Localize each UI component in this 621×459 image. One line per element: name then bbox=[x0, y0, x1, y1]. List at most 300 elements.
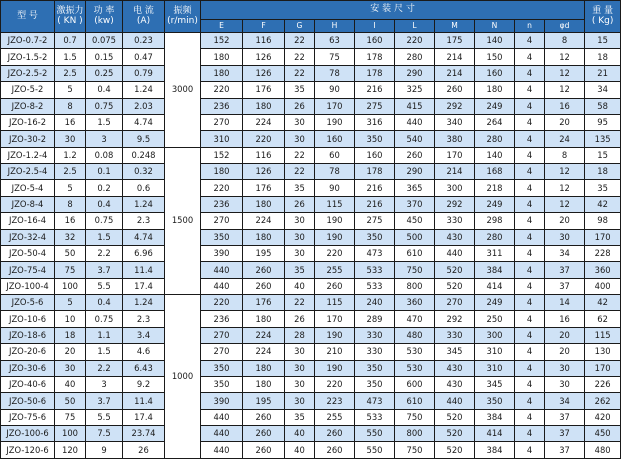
table-row bbox=[1, 278, 621, 294]
cell-dim-phi-d: 37 bbox=[545, 278, 585, 294]
cell-dim-i: 330 bbox=[355, 344, 395, 360]
table-row bbox=[1, 409, 621, 425]
cell-dim-f: 176 bbox=[243, 295, 285, 311]
cell-dim-m: 214 bbox=[435, 65, 475, 81]
cell-current: 1.24 bbox=[123, 196, 165, 212]
cell-power: 3 bbox=[86, 376, 123, 392]
cell-dim-e: 440 bbox=[201, 442, 243, 459]
cell-dim-phi-d: 37 bbox=[545, 262, 585, 278]
cell-force: 50 bbox=[55, 393, 86, 409]
cell-dim-i: 533 bbox=[355, 262, 395, 278]
cell-dim-f: 195 bbox=[243, 393, 285, 409]
cell-dim-phi-d: 34 bbox=[545, 393, 585, 409]
cell-dim-i: 533 bbox=[355, 278, 395, 294]
cell-current: 0.6 bbox=[123, 180, 165, 196]
cell-current: 2.03 bbox=[123, 98, 165, 114]
cell-dim-f: 260 bbox=[243, 426, 285, 442]
cell-dim-f: 180 bbox=[243, 376, 285, 392]
header-dim-f: F bbox=[243, 20, 285, 33]
header-dim-l: L bbox=[395, 20, 435, 33]
header-dim-n-lower: n bbox=[515, 20, 545, 33]
cell-dim-l: 470 bbox=[395, 311, 435, 327]
cell-current: 4.74 bbox=[123, 229, 165, 245]
cell-dim-phi-d: 37 bbox=[545, 409, 585, 425]
cell-power: 0.4 bbox=[86, 196, 123, 212]
cell-dim-n-upper: 249 bbox=[475, 295, 515, 311]
cell-dim-l: 280 bbox=[395, 49, 435, 65]
cell-model: JZO-120-6 bbox=[1, 442, 55, 459]
cell-dim-n-lower: 4 bbox=[515, 180, 545, 196]
cell-power: 5.5 bbox=[86, 278, 123, 294]
cell-dim-g: 40 bbox=[285, 278, 315, 294]
cell-power: 0.15 bbox=[86, 49, 123, 65]
header-row-main bbox=[1, 1, 621, 20]
table-row bbox=[1, 295, 621, 311]
table-row bbox=[1, 33, 621, 49]
cell-weight: 42 bbox=[585, 295, 621, 311]
cell-weight: 62 bbox=[585, 311, 621, 327]
cell-model: JZO-40-6 bbox=[1, 376, 55, 392]
cell-dim-g: 30 bbox=[285, 213, 315, 229]
cell-dim-phi-d: 12 bbox=[545, 65, 585, 81]
cell-force: 10 bbox=[55, 311, 86, 327]
cell-dim-i: 533 bbox=[355, 409, 395, 425]
cell-dim-g: 30 bbox=[285, 245, 315, 261]
cell-current: 11.4 bbox=[123, 262, 165, 278]
cell-power: 1.1 bbox=[86, 327, 123, 343]
cell-weight: 130 bbox=[585, 344, 621, 360]
cell-dim-l: 260 bbox=[395, 147, 435, 163]
cell-dim-e: 390 bbox=[201, 245, 243, 261]
cell-dim-h: 223 bbox=[315, 393, 355, 409]
cell-dim-h: 190 bbox=[315, 360, 355, 376]
cell-dim-e: 350 bbox=[201, 360, 243, 376]
cell-dim-n-upper: 218 bbox=[475, 180, 515, 196]
table-row bbox=[1, 311, 621, 327]
cell-weight: 262 bbox=[585, 393, 621, 409]
cell-dim-e: 180 bbox=[201, 65, 243, 81]
cell-dim-n-lower: 4 bbox=[515, 33, 545, 49]
cell-dim-m: 340 bbox=[435, 114, 475, 130]
table-row bbox=[1, 426, 621, 442]
cell-weight: 170 bbox=[585, 229, 621, 245]
cell-dim-f: 180 bbox=[243, 196, 285, 212]
cell-dim-l: 370 bbox=[395, 196, 435, 212]
cell-model: JZO-50-4 bbox=[1, 245, 55, 261]
cell-dim-l: 800 bbox=[395, 426, 435, 442]
cell-model: JZO-16-4 bbox=[1, 213, 55, 229]
cell-dim-n-upper: 384 bbox=[475, 409, 515, 425]
cell-dim-f: 260 bbox=[243, 409, 285, 425]
cell-power: 1.5 bbox=[86, 344, 123, 360]
cell-model: JZO-5-2 bbox=[1, 82, 55, 98]
table-row bbox=[1, 393, 621, 409]
cell-dim-l: 500 bbox=[395, 229, 435, 245]
cell-power: 0.4 bbox=[86, 295, 123, 311]
cell-force: 32 bbox=[55, 229, 86, 245]
cell-dim-n-upper: 249 bbox=[475, 196, 515, 212]
cell-dim-m: 520 bbox=[435, 409, 475, 425]
table-row bbox=[1, 164, 621, 180]
cell-model: JZO-18-6 bbox=[1, 327, 55, 343]
cell-dim-l: 325 bbox=[395, 82, 435, 98]
cell-power: 9 bbox=[86, 442, 123, 459]
cell-dim-n-lower: 4 bbox=[515, 344, 545, 360]
cell-dim-m: 520 bbox=[435, 442, 475, 459]
cell-dim-f: 224 bbox=[243, 344, 285, 360]
cell-dim-h: 78 bbox=[315, 65, 355, 81]
table-row bbox=[1, 114, 621, 130]
cell-dim-n-upper: 250 bbox=[475, 311, 515, 327]
cell-dim-i: 240 bbox=[355, 295, 395, 311]
cell-dim-n-lower: 4 bbox=[515, 147, 545, 163]
table-row bbox=[1, 180, 621, 196]
header-weight: 重 量 ( Kg) bbox=[585, 1, 621, 33]
cell-power: 5.5 bbox=[86, 409, 123, 425]
cell-model: JZO-32-4 bbox=[1, 229, 55, 245]
cell-dim-l: 750 bbox=[395, 262, 435, 278]
cell-dim-i: 473 bbox=[355, 393, 395, 409]
cell-current: 1.24 bbox=[123, 295, 165, 311]
cell-dim-phi-d: 12 bbox=[545, 49, 585, 65]
cell-dim-n-lower: 4 bbox=[515, 98, 545, 114]
table-row bbox=[1, 49, 621, 65]
cell-dim-g: 26 bbox=[285, 196, 315, 212]
table-row bbox=[1, 262, 621, 278]
cell-dim-m: 430 bbox=[435, 376, 475, 392]
cell-dim-h: 190 bbox=[315, 327, 355, 343]
cell-dim-m: 330 bbox=[435, 213, 475, 229]
cell-current: 26 bbox=[123, 442, 165, 459]
cell-dim-f: 176 bbox=[243, 82, 285, 98]
table-row bbox=[1, 327, 621, 343]
cell-dim-g: 22 bbox=[285, 33, 315, 49]
cell-dim-phi-d: 24 bbox=[545, 131, 585, 147]
cell-weight: 480 bbox=[585, 442, 621, 459]
cell-weight: 15 bbox=[585, 33, 621, 49]
cell-dim-h: 115 bbox=[315, 295, 355, 311]
cell-current: 11.4 bbox=[123, 393, 165, 409]
cell-model: JZO-16-2 bbox=[1, 114, 55, 130]
cell-dim-g: 22 bbox=[285, 164, 315, 180]
cell-force: 18 bbox=[55, 327, 86, 343]
cell-dim-e: 270 bbox=[201, 344, 243, 360]
cell-dim-g: 22 bbox=[285, 49, 315, 65]
cell-weight: 115 bbox=[585, 327, 621, 343]
cell-power: 0.08 bbox=[86, 147, 123, 163]
cell-dim-n-upper: 150 bbox=[475, 49, 515, 65]
header-dim-i: I bbox=[355, 20, 395, 33]
cell-current: 17.4 bbox=[123, 278, 165, 294]
cell-dim-e: 270 bbox=[201, 114, 243, 130]
cell-model: JZO-75-6 bbox=[1, 409, 55, 425]
cell-dim-g: 30 bbox=[285, 393, 315, 409]
cell-weight: 15 bbox=[585, 147, 621, 163]
cell-dim-e: 440 bbox=[201, 262, 243, 278]
table-row bbox=[1, 229, 621, 245]
cell-current: 0.32 bbox=[123, 164, 165, 180]
cell-dim-e: 270 bbox=[201, 213, 243, 229]
cell-model: JZO-100-6 bbox=[1, 426, 55, 442]
cell-dim-h: 210 bbox=[315, 344, 355, 360]
table-row bbox=[1, 147, 621, 163]
cell-dim-i: 350 bbox=[355, 376, 395, 392]
header-force: 激振力 ( KN ) bbox=[55, 1, 86, 33]
table-row bbox=[1, 442, 621, 459]
cell-dim-n-upper: 310 bbox=[475, 344, 515, 360]
cell-dim-f: 220 bbox=[243, 131, 285, 147]
cell-force: 16 bbox=[55, 114, 86, 130]
cell-dim-l: 365 bbox=[395, 180, 435, 196]
cell-dim-h: 260 bbox=[315, 426, 355, 442]
cell-dim-l: 610 bbox=[395, 245, 435, 261]
cell-weight: 360 bbox=[585, 262, 621, 278]
cell-dim-e: 270 bbox=[201, 327, 243, 343]
cell-current: 4.74 bbox=[123, 114, 165, 130]
cell-dim-f: 116 bbox=[243, 147, 285, 163]
cell-current: 0.79 bbox=[123, 65, 165, 81]
cell-dim-m: 214 bbox=[435, 49, 475, 65]
cell-dim-g: 35 bbox=[285, 262, 315, 278]
cell-dim-i: 216 bbox=[355, 82, 395, 98]
cell-dim-n-upper: 414 bbox=[475, 278, 515, 294]
cell-dim-n-upper: 384 bbox=[475, 262, 515, 278]
cell-dim-m: 170 bbox=[435, 147, 475, 163]
cell-dim-n-upper: 280 bbox=[475, 131, 515, 147]
cell-dim-phi-d: 12 bbox=[545, 180, 585, 196]
cell-dim-n-upper: 264 bbox=[475, 114, 515, 130]
cell-dim-m: 430 bbox=[435, 229, 475, 245]
cell-dim-g: 30 bbox=[285, 131, 315, 147]
cell-dim-phi-d: 14 bbox=[545, 295, 585, 311]
cell-dim-l: 750 bbox=[395, 409, 435, 425]
cell-dim-m: 175 bbox=[435, 33, 475, 49]
cell-dim-n-lower: 4 bbox=[515, 196, 545, 212]
cell-current: 9.2 bbox=[123, 376, 165, 392]
cell-dim-l: 600 bbox=[395, 376, 435, 392]
cell-current: 6.96 bbox=[123, 245, 165, 261]
cell-dim-m: 270 bbox=[435, 295, 475, 311]
cell-model: JZO-20-6 bbox=[1, 344, 55, 360]
cell-dim-e: 440 bbox=[201, 426, 243, 442]
cell-dim-n-lower: 4 bbox=[515, 409, 545, 425]
cell-dim-phi-d: 20 bbox=[545, 213, 585, 229]
cell-force: 5 bbox=[55, 295, 86, 311]
cell-power: 0.1 bbox=[86, 164, 123, 180]
cell-current: 1.24 bbox=[123, 82, 165, 98]
cell-dim-g: 22 bbox=[285, 295, 315, 311]
cell-model: JZO-100-4 bbox=[1, 278, 55, 294]
cell-dim-m: 292 bbox=[435, 98, 475, 114]
table-row bbox=[1, 376, 621, 392]
cell-dim-e: 236 bbox=[201, 98, 243, 114]
cell-weight: 18 bbox=[585, 164, 621, 180]
cell-power: 0.75 bbox=[86, 213, 123, 229]
cell-power: 3 bbox=[86, 131, 123, 147]
cell-dim-h: 90 bbox=[315, 180, 355, 196]
cell-dim-g: 26 bbox=[285, 98, 315, 114]
cell-dim-n-upper: 311 bbox=[475, 245, 515, 261]
table-row bbox=[1, 196, 621, 212]
cell-dim-h: 63 bbox=[315, 33, 355, 49]
cell-dim-l: 290 bbox=[395, 164, 435, 180]
cell-dim-phi-d: 16 bbox=[545, 98, 585, 114]
cell-dim-g: 35 bbox=[285, 180, 315, 196]
cell-dim-n-lower: 4 bbox=[515, 114, 545, 130]
cell-force: 100 bbox=[55, 278, 86, 294]
cell-dim-h: 78 bbox=[315, 164, 355, 180]
cell-dim-h: 60 bbox=[315, 147, 355, 163]
cell-dim-f: 180 bbox=[243, 98, 285, 114]
cell-dim-n-upper: 140 bbox=[475, 147, 515, 163]
cell-dim-i: 216 bbox=[355, 180, 395, 196]
cell-power: 2.2 bbox=[86, 360, 123, 376]
cell-weight: 95 bbox=[585, 114, 621, 130]
cell-dim-i: 473 bbox=[355, 245, 395, 261]
cell-dim-h: 260 bbox=[315, 442, 355, 459]
cell-dim-phi-d: 34 bbox=[545, 245, 585, 261]
cell-dim-n-lower: 4 bbox=[515, 131, 545, 147]
header-speed: 振频 (r/min) bbox=[165, 1, 201, 33]
cell-dim-n-lower: 4 bbox=[515, 49, 545, 65]
header-dim-phi-d: φd bbox=[545, 20, 585, 33]
cell-dim-phi-d: 20 bbox=[545, 114, 585, 130]
cell-dim-h: 190 bbox=[315, 213, 355, 229]
cell-dim-m: 440 bbox=[435, 245, 475, 261]
cell-dim-i: 289 bbox=[355, 311, 395, 327]
cell-dim-f: 224 bbox=[243, 213, 285, 229]
cell-power: 0.75 bbox=[86, 98, 123, 114]
cell-weight: 35 bbox=[585, 180, 621, 196]
cell-dim-f: 224 bbox=[243, 114, 285, 130]
cell-dim-f: 126 bbox=[243, 65, 285, 81]
cell-dim-phi-d: 37 bbox=[545, 442, 585, 459]
cell-dim-phi-d: 20 bbox=[545, 327, 585, 343]
cell-model: JZO-2.5-2 bbox=[1, 65, 55, 81]
cell-dim-phi-d: 12 bbox=[545, 196, 585, 212]
cell-dim-m: 345 bbox=[435, 344, 475, 360]
cell-dim-l: 440 bbox=[395, 114, 435, 130]
cell-dim-f: 176 bbox=[243, 180, 285, 196]
cell-dim-e: 220 bbox=[201, 180, 243, 196]
cell-dim-n-upper: 140 bbox=[475, 33, 515, 49]
cell-dim-n-lower: 4 bbox=[515, 65, 545, 81]
cell-dim-e: 350 bbox=[201, 229, 243, 245]
cell-dim-i: 275 bbox=[355, 98, 395, 114]
cell-dim-m: 520 bbox=[435, 278, 475, 294]
cell-dim-f: 180 bbox=[243, 360, 285, 376]
cell-dim-e: 236 bbox=[201, 311, 243, 327]
cell-dim-g: 22 bbox=[285, 65, 315, 81]
cell-model: JZO-8-4 bbox=[1, 196, 55, 212]
cell-dim-n-lower: 4 bbox=[515, 327, 545, 343]
cell-power: 0.75 bbox=[86, 311, 123, 327]
cell-dim-l: 610 bbox=[395, 393, 435, 409]
cell-dim-m: 214 bbox=[435, 164, 475, 180]
cell-dim-n-upper: 310 bbox=[475, 360, 515, 376]
cell-model: JZO-1.5-2 bbox=[1, 49, 55, 65]
cell-current: 9.5 bbox=[123, 131, 165, 147]
cell-model: JZO-5-6 bbox=[1, 295, 55, 311]
cell-dim-e: 390 bbox=[201, 393, 243, 409]
cell-dim-n-upper: 345 bbox=[475, 376, 515, 392]
cell-current: 4.6 bbox=[123, 344, 165, 360]
cell-power: 0.4 bbox=[86, 82, 123, 98]
cell-dim-h: 190 bbox=[315, 114, 355, 130]
cell-dim-f: 116 bbox=[243, 33, 285, 49]
cell-dim-phi-d: 30 bbox=[545, 376, 585, 392]
header-dim-n-upper: N bbox=[475, 20, 515, 33]
cell-dim-g: 40 bbox=[285, 442, 315, 459]
cell-dim-l: 220 bbox=[395, 33, 435, 49]
cell-weight: 226 bbox=[585, 376, 621, 392]
cell-dim-phi-d: 30 bbox=[545, 360, 585, 376]
header-current: 电 流 (A) bbox=[123, 1, 165, 33]
cell-dim-g: 26 bbox=[285, 311, 315, 327]
cell-force: 8 bbox=[55, 98, 86, 114]
cell-weight: 21 bbox=[585, 65, 621, 81]
cell-model: JZO-30-6 bbox=[1, 360, 55, 376]
cell-force: 100 bbox=[55, 426, 86, 442]
table-row bbox=[1, 131, 621, 147]
cell-dim-l: 450 bbox=[395, 213, 435, 229]
cell-dim-g: 28 bbox=[285, 327, 315, 343]
cell-weight: 42 bbox=[585, 196, 621, 212]
cell-dim-n-upper: 160 bbox=[475, 65, 515, 81]
cell-dim-phi-d: 30 bbox=[545, 229, 585, 245]
cell-dim-f: 260 bbox=[243, 442, 285, 459]
cell-dim-h: 260 bbox=[315, 278, 355, 294]
cell-dim-m: 520 bbox=[435, 426, 475, 442]
cell-model: JZO-30-2 bbox=[1, 131, 55, 147]
cell-dim-n-lower: 4 bbox=[515, 442, 545, 459]
cell-dim-phi-d: 8 bbox=[545, 147, 585, 163]
cell-dim-h: 255 bbox=[315, 262, 355, 278]
cell-dim-h: 220 bbox=[315, 376, 355, 392]
cell-dim-h: 220 bbox=[315, 245, 355, 261]
table-row bbox=[1, 98, 621, 114]
cell-weight: 18 bbox=[585, 49, 621, 65]
cell-dim-e: 440 bbox=[201, 278, 243, 294]
cell-dim-n-lower: 4 bbox=[515, 82, 545, 98]
cell-dim-g: 22 bbox=[285, 147, 315, 163]
cell-dim-m: 292 bbox=[435, 311, 475, 327]
cell-dim-l: 540 bbox=[395, 131, 435, 147]
cell-current: 6.43 bbox=[123, 360, 165, 376]
cell-power: 1.5 bbox=[86, 114, 123, 130]
cell-model: JZO-0.7-2 bbox=[1, 33, 55, 49]
cell-model: JZO-10-6 bbox=[1, 311, 55, 327]
cell-dim-g: 35 bbox=[285, 82, 315, 98]
cell-dim-n-lower: 4 bbox=[515, 278, 545, 294]
cell-dim-f: 195 bbox=[243, 245, 285, 261]
cell-model: JZO-5-4 bbox=[1, 180, 55, 196]
cell-dim-i: 350 bbox=[355, 229, 395, 245]
cell-dim-i: 216 bbox=[355, 196, 395, 212]
cell-dim-g: 30 bbox=[285, 114, 315, 130]
cell-weight: 450 bbox=[585, 426, 621, 442]
cell-dim-e: 180 bbox=[201, 49, 243, 65]
cell-dim-m: 520 bbox=[435, 262, 475, 278]
cell-dim-m: 292 bbox=[435, 196, 475, 212]
cell-dim-h: 115 bbox=[315, 196, 355, 212]
cell-dim-f: 126 bbox=[243, 49, 285, 65]
cell-dim-h: 255 bbox=[315, 409, 355, 425]
cell-dim-g: 40 bbox=[285, 426, 315, 442]
cell-weight: 170 bbox=[585, 360, 621, 376]
cell-dim-i: 550 bbox=[355, 426, 395, 442]
cell-dim-l: 530 bbox=[395, 360, 435, 376]
